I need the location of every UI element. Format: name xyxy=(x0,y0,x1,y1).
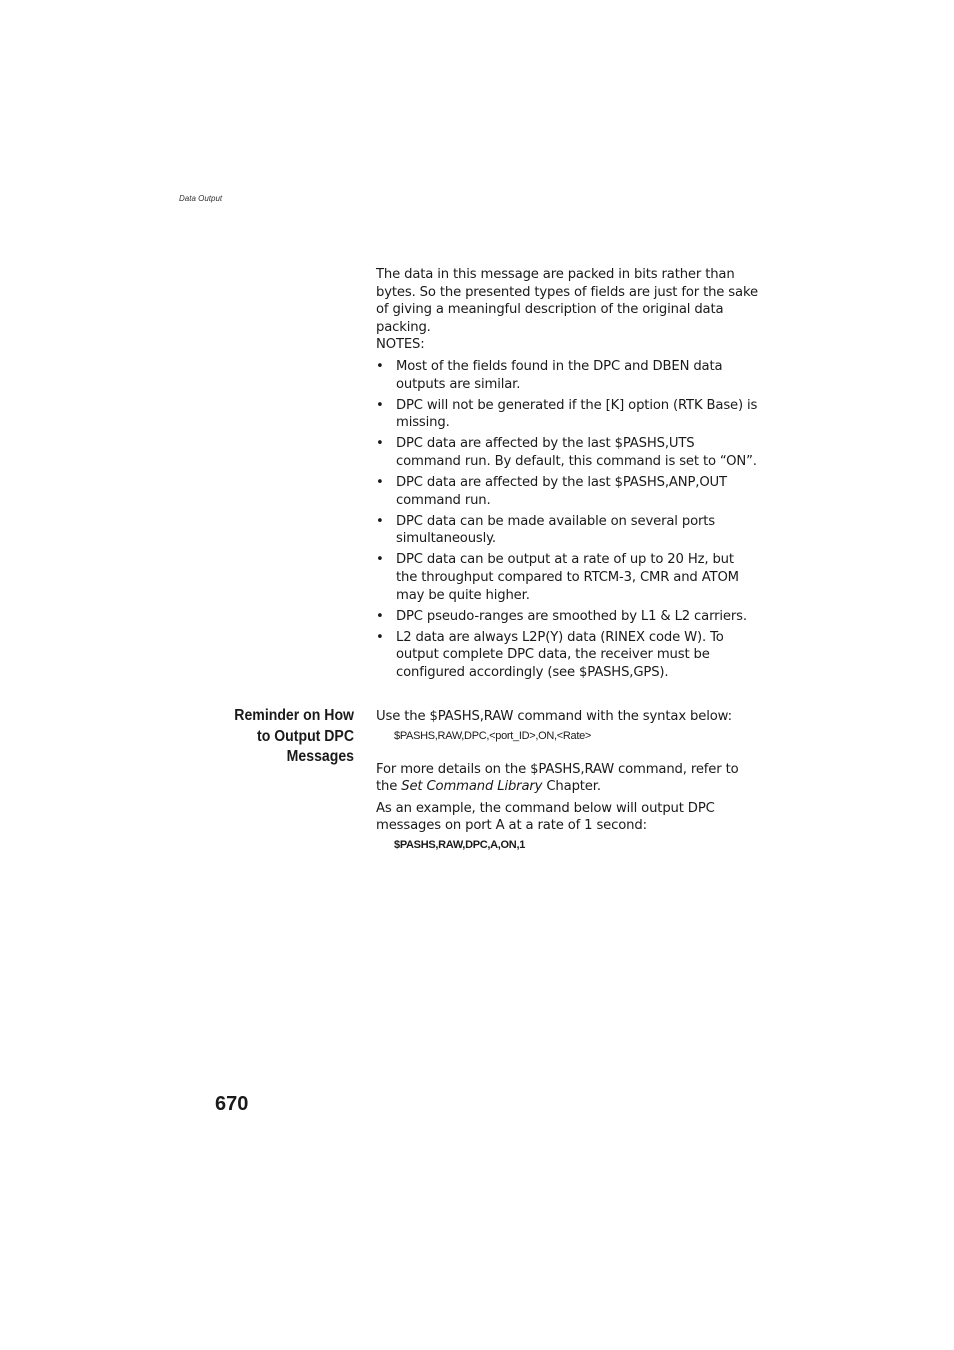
running-header: Data Output xyxy=(179,194,223,203)
note-text: DPC will not be generated if the [K] option (RTK Base) is missing. xyxy=(396,397,758,431)
bullet-icon: • xyxy=(376,608,384,624)
details-text-after: Chapter. xyxy=(542,779,601,795)
bullet-icon: • xyxy=(376,436,384,452)
note-text: Most of the fields found in the DPC and DBEN data outputs are similar. xyxy=(396,358,723,392)
details-reference: Set Command Library xyxy=(401,779,543,795)
heading-line: Messages xyxy=(286,748,354,765)
details-text-before: For more details on the $PASHS,RAW command, refer to the xyxy=(376,761,739,795)
syntax-code: $PASHS,RAW,DPC,<port_ID>,ON,<Rate> xyxy=(394,729,592,742)
reminder-section xyxy=(376,708,758,852)
example-code: $PASHS,RAW,DPC,A,ON,1 xyxy=(394,838,526,851)
notes-list xyxy=(376,358,758,682)
list-item xyxy=(376,474,758,509)
syntax-intro: Use the $PASHS,RAW command with the syntax below: xyxy=(376,709,732,724)
details-paragraph xyxy=(376,761,758,796)
note-text: DPC data are affected by the last $PASHS,UTS command run. By default, this command is set to “ON”. xyxy=(396,436,757,469)
list-item xyxy=(376,397,758,432)
note-text: DPC data can be made available on several ports simultaneously. xyxy=(396,513,716,547)
list-item xyxy=(376,435,758,470)
intro-section xyxy=(376,266,758,685)
list-item xyxy=(376,358,758,393)
example-intro: As an example, the command below will output DPC messages on port A at a rate of 1 second: xyxy=(376,800,715,834)
bullet-icon: • xyxy=(376,513,384,529)
page-number: 670 xyxy=(215,1093,249,1115)
list-item xyxy=(376,513,758,548)
bullet-icon: • xyxy=(376,397,384,413)
intro-paragraph: The data in this message are packed in bits rather than bytes. So the presented types of fields are just for the sake of giving a meaningful description of the original data packing. xyxy=(376,267,758,335)
notes-label: NOTES: xyxy=(376,337,425,353)
list-item xyxy=(376,608,758,626)
section-heading xyxy=(218,706,354,768)
list-item xyxy=(376,551,758,604)
list-item xyxy=(376,629,758,682)
heading-line: to Output DPC xyxy=(257,727,354,745)
note-text: DPC data can be output at a rate of up to 20 Hz, but the throughput compared to RTCM-3, CMR and ATOM may be quite higher. xyxy=(396,552,739,603)
heading-line: Reminder on How xyxy=(234,707,354,724)
bullet-icon: • xyxy=(376,475,384,491)
note-text: DPC data are affected by the last $PASHS,ANP,OUT command run. xyxy=(396,475,727,508)
bullet-icon: • xyxy=(376,552,384,568)
note-text: DPC pseudo-ranges are smoothed by L1 & L2 carriers. xyxy=(396,608,747,624)
bullet-icon: • xyxy=(376,358,384,374)
note-text: L2 data are always L2P(Y) data (RINEX code W). To output complete DPC data, the receiver must be configured accordingly (see $PASHS,GPS). xyxy=(396,629,724,680)
bullet-icon: • xyxy=(376,629,384,645)
